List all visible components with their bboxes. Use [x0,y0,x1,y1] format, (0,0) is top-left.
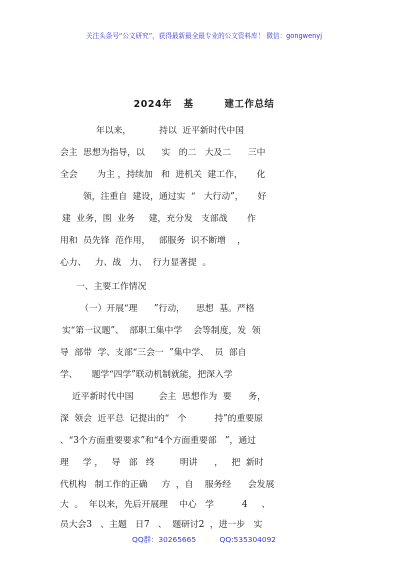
section-heading: 一、主要工作情况 [76,282,147,292]
document-title: 2024年 基 建工作总结 [133,99,275,110]
body-line: 员大会3 、主题 日7 、 题研讨2 ，进一步 实 [60,520,263,530]
body-line: 学、 题学“四学”联动机制就能，把深入学 [60,370,233,380]
body-line: 代机构 制工作的正确 方 ，自 服务经 会发展 [60,480,275,490]
body-line: 全会 为主 ，持续加 和 进机关 建工作， 化 [60,170,266,180]
body-line: 领，注重自 建设，通过实 “ 大行动”， 好 [83,192,267,202]
body-line: 年以来， 持以 近平新时代中国 [96,126,244,136]
body-line: 、“3个方面重要要求”和“4个方面重要部 ”，通过 [60,436,256,446]
body-line: 深 领会 近平总 记提出的“ 个 持”的重要原 [60,414,263,424]
body-line: 近平新时代中国 会主 思想作为 要 务， [72,392,266,402]
body-line: 导 部带 学、支部“三会一 ”集中学、 员 部自 [60,348,247,358]
body-line: 用和 员先锋 范作用， 部服务 识不断增 ， [60,236,246,246]
footer-qq-group: QQ群：30265665 [132,535,197,544]
header-banner: 关注头条号“公文研究”，获得最新最全最专业的公文资料库！ 微信：gongwenyj [85,32,323,40]
body-line: 理 学 ， 导 部 终 明讲 ， 把 新时 [60,458,264,468]
body-line: （一）开展“理 ”行动， 思想 基。严格 [80,304,255,314]
body-line: 大 。 年以来，先后开展理 中心 学 4 、 [60,500,271,510]
footer-qq: QQ:535304092 [219,535,276,544]
body-line: 建 业务，围 业务 建，充分发 支部战 作 [62,214,256,224]
body-line: 心力、 力、战 力、 行力显著提 。 [60,258,212,268]
footer-contact [0,534,408,545]
body-line: 实“第一议题”、 部职工集中学 会等制度，发 领 [62,326,261,336]
body-line: 会主 思想为指导，以 实 的二 大及二 三中 [60,148,266,158]
